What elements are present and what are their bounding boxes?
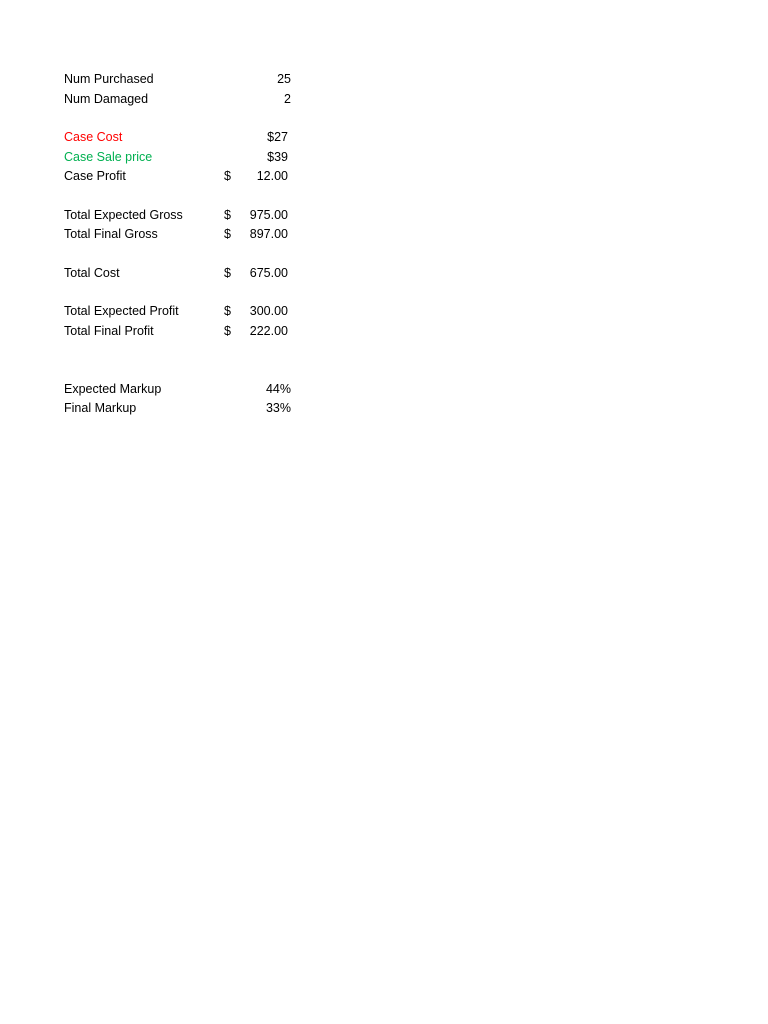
case-sale-price-value: $39 xyxy=(267,149,288,164)
spacer xyxy=(64,187,304,206)
row-total-expected-profit xyxy=(64,302,304,322)
total-final-gross-value: 897.00 xyxy=(249,227,288,241)
row-num-purchased xyxy=(64,70,304,90)
case-profit-label: Case Profit xyxy=(64,169,126,183)
case-sale-price-label: Case Sale price xyxy=(64,149,153,164)
case-profit-currency: $ xyxy=(224,169,231,183)
total-final-profit-label: Total Final Profit xyxy=(64,323,154,338)
total-final-gross-label: Total Final Gross xyxy=(64,227,158,241)
row-case-sale-price xyxy=(64,148,304,168)
row-expected-markup xyxy=(64,380,304,400)
row-total-final-profit xyxy=(64,322,304,342)
total-expected-gross-label: Total Expected Gross xyxy=(64,207,183,222)
total-expected-profit-value: 300.00 xyxy=(249,304,288,318)
row-num-damaged xyxy=(64,90,304,110)
row-total-expected-gross xyxy=(64,206,304,226)
final-markup-label: Final Markup xyxy=(64,401,137,415)
total-final-gross-currency: $ xyxy=(224,227,231,241)
total-expected-gross-currency: $ xyxy=(224,207,231,222)
num-purchased-label: Num Purchased xyxy=(64,72,154,86)
num-purchased-value: 25 xyxy=(277,72,291,86)
num-damaged-label: Num Damaged xyxy=(64,91,149,106)
row-final-markup xyxy=(64,399,304,419)
total-final-profit-value: 222.00 xyxy=(249,323,288,338)
calculation-table xyxy=(64,70,304,419)
spacer xyxy=(64,245,304,264)
total-cost-currency: $ xyxy=(224,265,231,280)
total-cost-label: Total Cost xyxy=(64,265,120,280)
total-expected-gross-value: 975.00 xyxy=(249,207,288,222)
case-profit-value: 12.00 xyxy=(256,169,288,183)
row-case-cost xyxy=(64,128,304,148)
row-case-profit xyxy=(64,167,304,187)
expected-markup-label: Expected Markup xyxy=(64,381,162,396)
row-total-cost xyxy=(64,264,304,284)
spacer xyxy=(64,109,304,128)
case-cost-label: Case Cost xyxy=(64,130,123,144)
spacer xyxy=(64,283,304,302)
total-expected-profit-currency: $ xyxy=(224,304,231,318)
spacer xyxy=(64,341,304,380)
row-total-final-gross xyxy=(64,225,304,245)
final-markup-value: 33% xyxy=(265,401,291,415)
expected-markup-value: 44% xyxy=(265,381,291,396)
total-final-profit-currency: $ xyxy=(224,323,231,338)
case-cost-value: $27 xyxy=(267,130,288,144)
num-damaged-value: 2 xyxy=(284,91,291,106)
total-expected-profit-label: Total Expected Profit xyxy=(64,304,179,318)
total-cost-value: 675.00 xyxy=(249,265,288,280)
